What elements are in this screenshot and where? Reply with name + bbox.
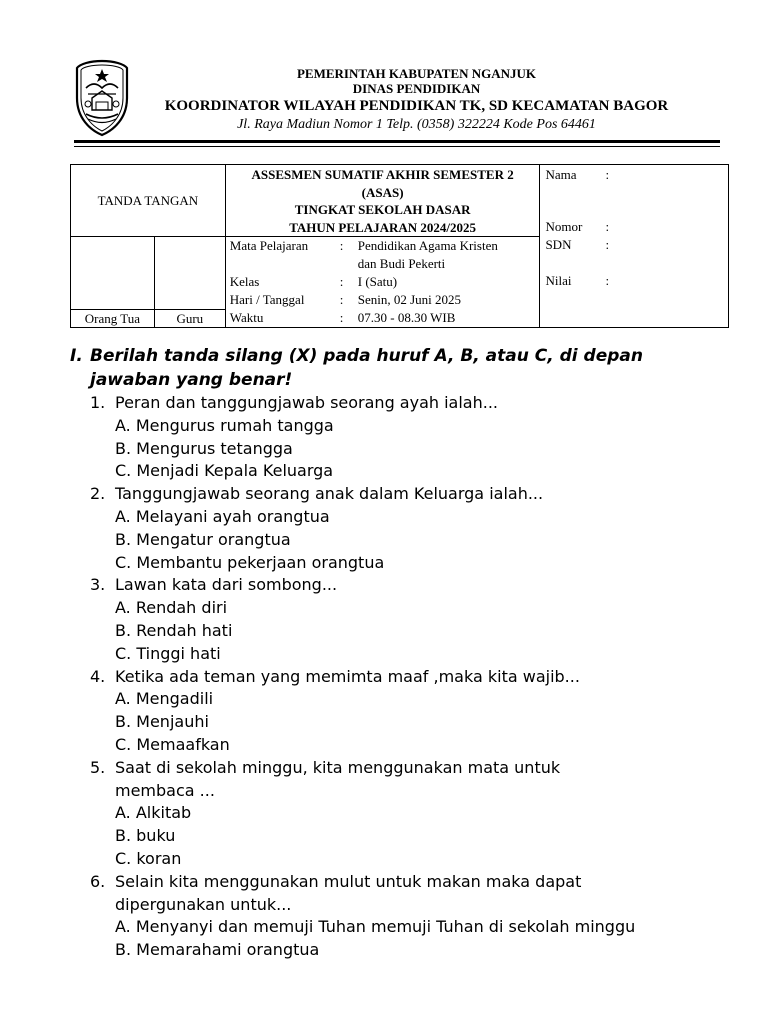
answer-option[interactable]: C. Memaafkan — [115, 734, 230, 754]
subject-row — [226, 291, 540, 309]
id-field-label: SDN — [545, 237, 572, 252]
subject-row-label: Kelas — [229, 274, 260, 289]
question-item — [70, 757, 720, 871]
assessment-title-line: ASSESMEN SUMATIF AKHIR SEMESTER 2 — [251, 167, 514, 182]
question-text: Peran dan tanggungjawab seorang ayah ialah... — [115, 393, 499, 412]
question-line — [90, 574, 720, 597]
assessment-title — [225, 165, 540, 237]
question-item — [70, 392, 720, 483]
question-item — [70, 871, 720, 962]
assessment-info-table — [70, 164, 729, 328]
letterhead — [0, 0, 768, 150]
subject-details — [225, 237, 540, 328]
answer-option[interactable]: C. Tinggi hati — [115, 643, 221, 663]
question-line — [90, 483, 720, 506]
question-line — [90, 780, 720, 803]
question-line — [90, 392, 720, 415]
id-field-nomor — [545, 219, 725, 235]
answer-option[interactable]: B. Menjauhi — [115, 712, 209, 732]
question-number: 4. — [90, 666, 106, 686]
nganjuk-regency-crest-icon — [74, 58, 130, 138]
answer-option[interactable]: C. Menjadi Kepala Keluarga — [115, 461, 334, 481]
answer-option[interactable]: B. buku — [115, 826, 176, 846]
answer-option[interactable]: A. Mengurus rumah tangga — [115, 415, 334, 435]
answer-option[interactable]: A. Rendah diri — [115, 598, 228, 618]
question-section — [70, 344, 720, 962]
question-line — [90, 894, 720, 917]
question-number-spacer — [90, 894, 115, 917]
question-text: Selain kita menggunakan mulut untuk makan maka dapat — [115, 871, 582, 891]
question-line — [90, 871, 720, 894]
assessment-title-line: TAHUN PELAJARAN 2024/2025 — [289, 219, 477, 235]
id-field-nama — [545, 167, 725, 183]
subject-row-value: 07.30 - 08.30 WIB — [357, 310, 456, 325]
subject-row-label: Waktu — [229, 310, 264, 325]
letterhead-address: Jl. Raya Madiun Nomor 1 Telp. (0358) 322224 Kode Pos 64461 — [237, 117, 596, 132]
subject-row-colon: : — [339, 310, 344, 325]
assessment-title-line: (ASAS) — [361, 184, 404, 200]
subject-row-colon — [340, 255, 358, 273]
section-instruction — [70, 344, 720, 392]
answer-option[interactable]: C. koran — [115, 848, 182, 868]
question-number: 5. — [90, 757, 106, 777]
answer-option[interactable]: B. Mengurus tetangga — [115, 438, 293, 458]
signature-header: TANDA TANGAN — [71, 165, 226, 237]
question-item — [70, 574, 720, 665]
subject-row-label: Mata Pelajaran — [229, 238, 309, 253]
answer-option[interactable]: A. Alkitab — [115, 803, 192, 823]
answer-option[interactable]: A. Menyanyi dan memuji Tuhan memuji Tuhan di sekolah minggu — [115, 917, 636, 937]
answer-option[interactable]: B. Rendah hati — [115, 620, 233, 640]
signature-parent-label: Orang Tua — [71, 310, 155, 328]
subject-row-value: Senin, 02 Juni 2025 — [357, 292, 462, 307]
answer-option[interactable]: A. Mengadili — [115, 689, 214, 709]
subject-row-colon: : — [339, 274, 344, 289]
subject-row — [226, 309, 540, 327]
question-text: Tanggungjawab seorang anak dalam Keluarga ialah... — [115, 484, 544, 504]
teacher-signature-box — [154, 237, 225, 310]
instruction-line: Berilah tanda silang (X) pada huruf A, B, atau C, di depan — [90, 346, 643, 366]
question-list — [70, 392, 720, 962]
question-text: membaca ... — [115, 780, 215, 800]
question-line — [90, 757, 720, 780]
question-text: Saat di sekolah minggu, kita menggunakan mata untuk — [115, 757, 561, 777]
answer-option[interactable]: A. Melayani ayah orangtua — [115, 506, 330, 526]
answer-option[interactable]: B. Mengatur orangtua — [115, 529, 291, 549]
letterhead-department-name: DINAS PENDIDIKAN — [352, 81, 481, 96]
id-field-colon: : — [605, 167, 610, 182]
subject-row-value: dan Budi Pekerti — [357, 256, 446, 271]
section-number: I. — [70, 346, 83, 366]
id-field-label: Nilai — [545, 273, 572, 288]
subject-row-value: I (Satu) — [357, 274, 398, 289]
subject-row-label: Hari / Tanggal — [229, 292, 305, 307]
subject-row-colon: : — [339, 292, 344, 307]
subject-row — [226, 237, 540, 255]
question-number: 2. — [90, 484, 106, 504]
subject-row — [226, 273, 540, 291]
id-field-label: Nomor — [545, 219, 583, 234]
letterhead-government-name: PEMERINTAH KABUPATEN NGANJUK — [296, 66, 537, 81]
subject-row-label — [226, 255, 340, 273]
assessment-title-line: TINGKAT SEKOLAH DASAR — [294, 202, 471, 217]
question-number: 3. — [90, 575, 106, 595]
id-field-sdn — [545, 237, 725, 253]
question-item — [70, 483, 720, 574]
subject-row-value: Pendidikan Agama Kristen — [357, 238, 498, 253]
parent-signature-box — [71, 237, 155, 310]
question-text: Lawan kata dari sombong... — [115, 575, 338, 595]
letterhead-office-name: KOORDINATOR WILAYAH PENDIDIKAN TK, SD KECAMATAN BAGOR — [164, 98, 669, 114]
student-identity-cell — [540, 165, 729, 328]
answer-option[interactable]: B. Memarahami orangtua — [115, 940, 320, 960]
question-text: Ketika ada teman yang memimta maaf ,maka kita wajib... — [115, 666, 580, 686]
question-text: dipergunakan untuk... — [115, 894, 292, 914]
id-field-label: Nama — [545, 167, 577, 182]
letterhead-divider-thin — [74, 146, 720, 147]
signature-teacher-label: Guru — [154, 310, 225, 328]
question-line — [90, 666, 720, 689]
instruction-line: jawaban yang benar! — [90, 370, 293, 390]
id-field-colon: : — [605, 219, 610, 234]
subject-row — [226, 255, 540, 273]
subject-row-colon: : — [339, 238, 344, 253]
question-number: 1. — [90, 393, 106, 412]
id-field-colon: : — [605, 237, 610, 252]
id-field-nilai — [545, 273, 725, 289]
letterhead-divider-thick — [74, 140, 720, 143]
id-field-colon: : — [605, 273, 610, 288]
question-item — [70, 666, 720, 757]
question-number-spacer — [90, 780, 115, 803]
answer-option[interactable]: C. Membantu pekerjaan orangtua — [115, 552, 385, 572]
question-number: 6. — [90, 871, 106, 891]
